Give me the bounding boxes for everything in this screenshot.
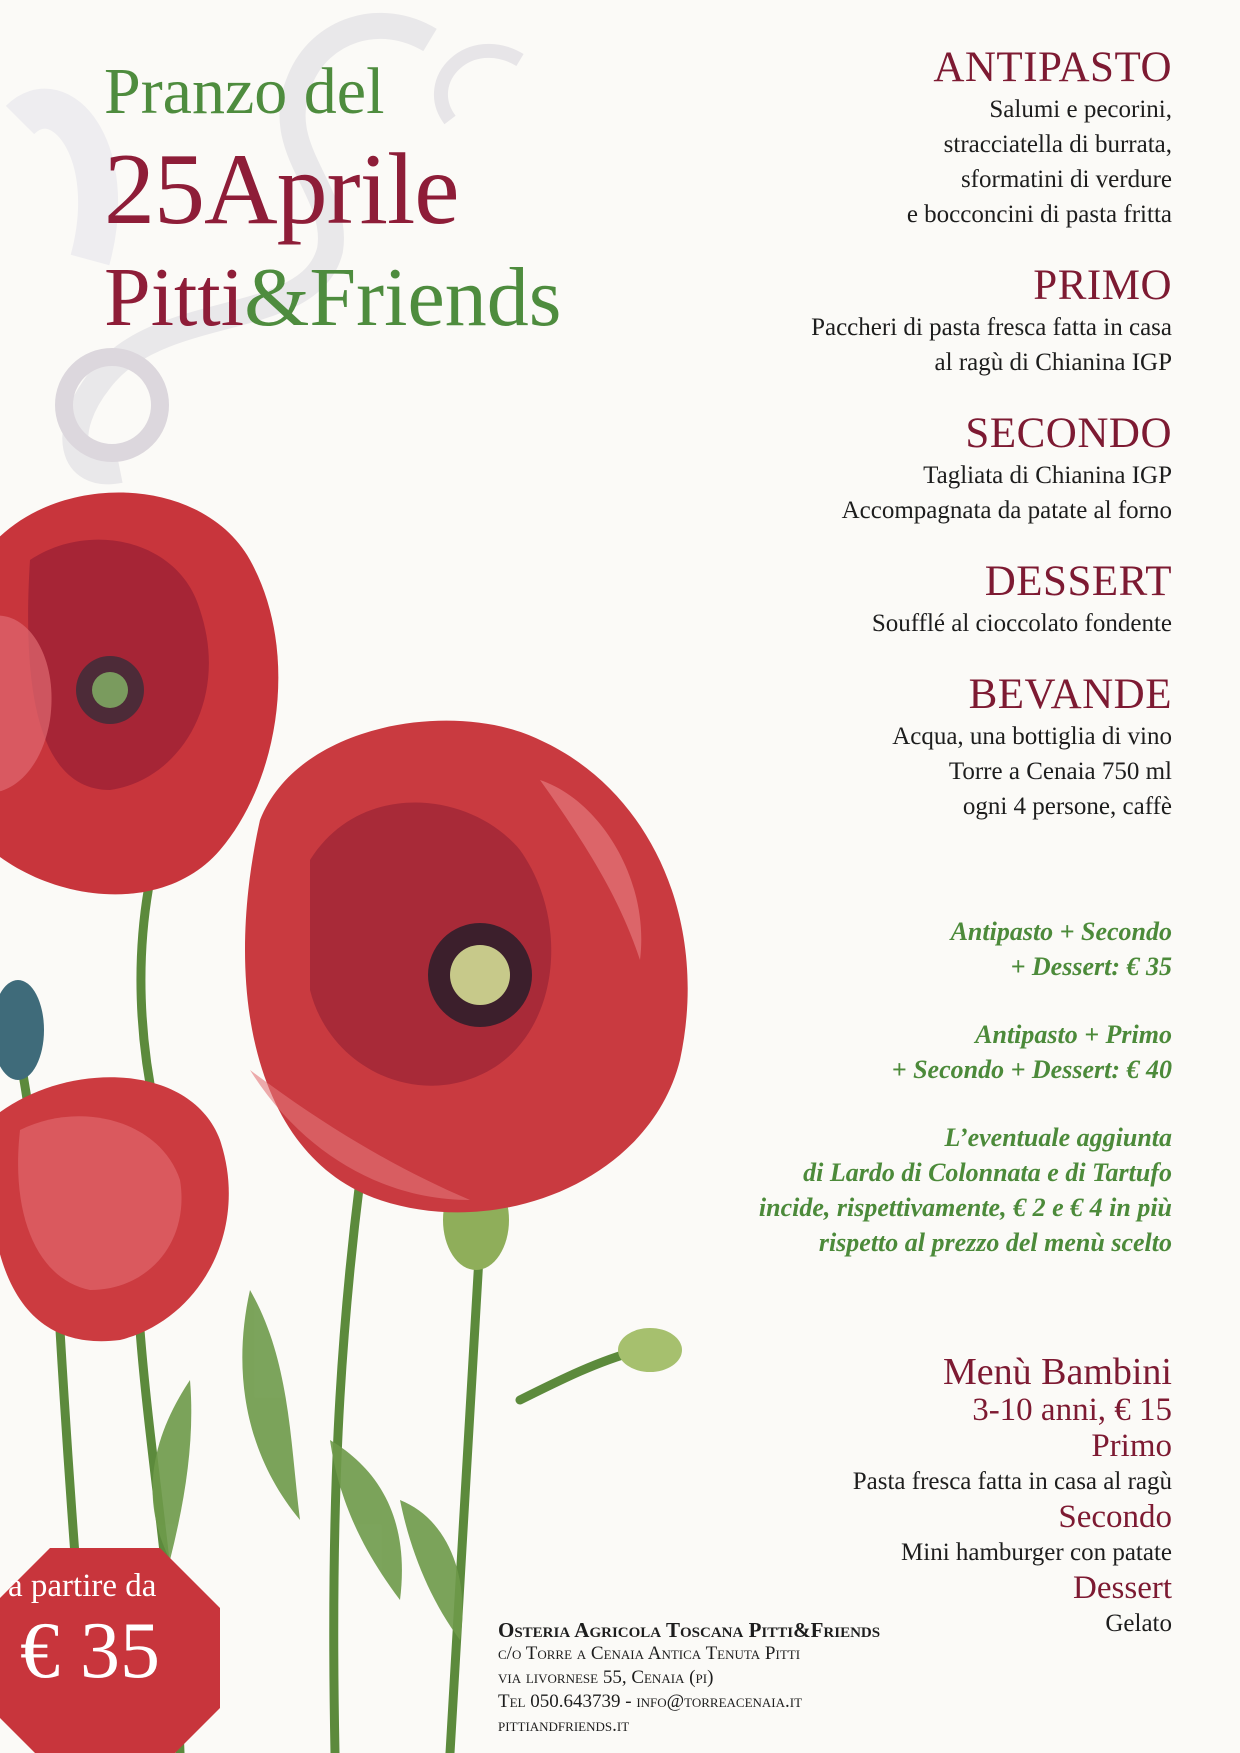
course-secondo xyxy=(572,410,1172,528)
title-line-2: 25Aprile xyxy=(104,133,459,246)
kids-section-heading: Secondo xyxy=(1058,1499,1172,1535)
kids-menu-price: 3-10 anni, € 15 xyxy=(972,1392,1172,1428)
course-item: ogni 4 persone, caffè xyxy=(962,793,1172,820)
price-line: incide, rispettivamente, € 2 e € 4 in più xyxy=(758,1193,1172,1222)
course-item: e bocconcini di pasta fritta xyxy=(906,201,1172,228)
course-menu xyxy=(572,44,1172,854)
price-option xyxy=(532,914,1172,984)
kids-menu-title: Menù Bambini xyxy=(942,1351,1172,1393)
course-item: al ragù di Chianina IGP xyxy=(934,349,1172,376)
website-line: pittiandfriends.it xyxy=(498,1715,630,1736)
course-item: Tagliata di Chianina IGP xyxy=(923,462,1172,489)
title-line-3 xyxy=(104,248,561,348)
price-line: rispetto al prezzo del menù scelto xyxy=(818,1228,1172,1257)
course-bevande xyxy=(572,671,1172,824)
course-title: BEVANDE xyxy=(968,671,1172,718)
price-note xyxy=(532,1120,1172,1260)
course-dessert xyxy=(572,558,1172,641)
course-item: sformatini di verdure xyxy=(960,166,1172,193)
restaurant-name: Osteria Agricola Toscana Pitti&Friends xyxy=(498,1618,881,1642)
page-title xyxy=(104,52,561,348)
kids-menu xyxy=(652,1352,1172,1641)
course-primo xyxy=(572,262,1172,380)
badge-price: € 35 xyxy=(20,1607,160,1695)
kids-section-item: Pasta fresca fatta in casa al ragù xyxy=(852,1468,1172,1495)
price-option xyxy=(532,1017,1172,1087)
course-item: Acqua, una bottiglia di vino xyxy=(892,723,1172,750)
title-pitti: Pitti xyxy=(104,251,245,344)
course-antipasto xyxy=(572,44,1172,232)
address-line: c/o Torre a Cenaia Antica Tenuta Pitti xyxy=(498,1643,801,1664)
kids-section-item: Gelato xyxy=(1105,1610,1172,1637)
course-item: Paccheri di pasta fresca fatta in casa xyxy=(811,314,1172,341)
course-item: Soufflé al cioccolato fondente xyxy=(871,610,1172,637)
kids-section-heading: Primo xyxy=(1091,1428,1172,1464)
course-item: stracciatella di burrata, xyxy=(943,131,1172,158)
kids-section-item: Mini hamburger con patate xyxy=(901,1539,1172,1566)
course-title: PRIMO xyxy=(1033,262,1172,309)
course-title: SECONDO xyxy=(965,410,1172,457)
price-line: di Lardo di Colonnata e di Tartufo xyxy=(803,1158,1172,1187)
badge-label: a partire da xyxy=(8,1568,157,1604)
price-line: + Secondo + Dessert: € 40 xyxy=(891,1055,1172,1084)
price-options xyxy=(532,914,1172,1293)
price-line: + Dessert: € 35 xyxy=(1010,952,1172,981)
course-item: Accompagnata da patate al forno xyxy=(841,497,1172,524)
course-item: Torre a Cenaia 750 ml xyxy=(948,758,1172,785)
title-friends: &Friends xyxy=(244,251,562,344)
price-line: Antipasto + Primo xyxy=(975,1020,1172,1049)
kids-section-heading: Dessert xyxy=(1073,1570,1172,1606)
poppy-lower-left xyxy=(0,1077,229,1341)
course-title: DESSERT xyxy=(984,558,1172,605)
address-line: via livornese 55, Cenaia (pi) xyxy=(498,1667,714,1688)
poppy-upper-left xyxy=(0,493,278,895)
price-line: Antipasto + Secondo xyxy=(950,917,1172,946)
title-line-1: Pranzo del xyxy=(104,55,385,128)
price-line: L’eventuale aggiunta xyxy=(944,1123,1172,1152)
contact-line: Tel 050.643739 - info@torreacenaia.it xyxy=(498,1691,803,1712)
restaurant-footer xyxy=(498,1618,880,1738)
course-title: ANTIPASTO xyxy=(933,44,1172,91)
course-item: Salumi e pecorini, xyxy=(989,96,1172,123)
